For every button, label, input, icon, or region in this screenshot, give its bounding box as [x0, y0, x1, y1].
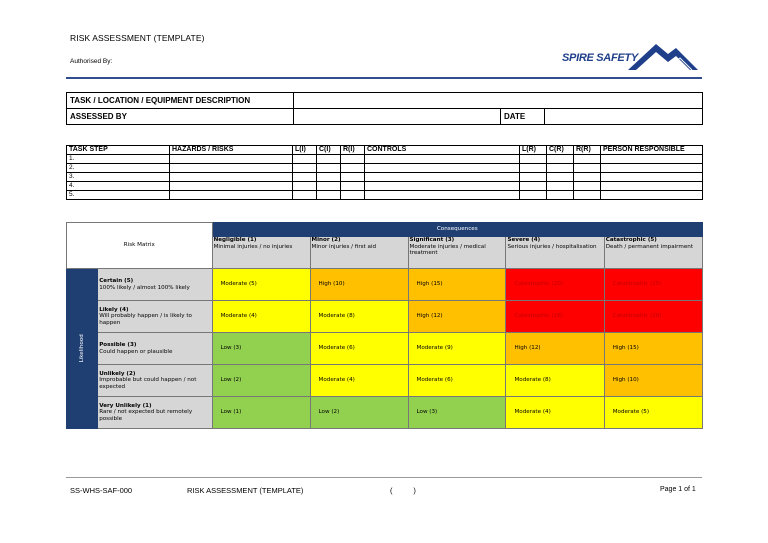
footer-title: RISK ASSESSMENT (TEMPLATE) [187, 486, 304, 495]
risk-level-cell: Catastrophic (20) [506, 269, 604, 301]
risk-matrix-label: Risk Matrix [67, 223, 213, 269]
col-cr: C(R) [547, 146, 574, 155]
step-cell[interactable] [365, 155, 520, 164]
step-cell[interactable] [341, 164, 365, 173]
step-number: 1. [67, 155, 170, 164]
step-cell[interactable] [365, 182, 520, 191]
risk-level-cell: High (12) [506, 333, 604, 365]
risk-matrix-table [66, 222, 703, 429]
risk-level-cell: High (12) [408, 301, 506, 333]
risk-level-cell: Low (1) [212, 397, 310, 429]
likelihood-row-header [98, 269, 212, 301]
footer-doc-code: SS-WHS-SAF-000 [70, 486, 133, 495]
company-logo [562, 40, 702, 72]
risk-level-cell: Moderate (4) [310, 365, 408, 397]
step-cell[interactable] [520, 155, 547, 164]
likelihood-title: Certain (5) [99, 277, 134, 284]
consequence-desc: Serious injuries / hospitalisation [507, 243, 597, 250]
assessed-by-field[interactable] [294, 109, 501, 125]
footer-page-number: Page 1 of 1 [660, 486, 696, 493]
col-ci: C(I) [317, 146, 341, 155]
step-cell[interactable] [547, 182, 574, 191]
step-number: 2. [67, 164, 170, 173]
consequence-desc: Minimal injuries / no injuries [213, 243, 293, 250]
risk-level-cell: Moderate (9) [408, 333, 506, 365]
risk-level-cell: Moderate (5) [604, 397, 702, 429]
date-label: DATE [501, 109, 545, 125]
step-cell[interactable] [547, 173, 574, 182]
consequence-title: Minor (2) [311, 237, 341, 243]
step-cell[interactable] [520, 191, 547, 200]
likelihood-desc: Could happen or plausible [99, 348, 173, 355]
risk-level-cell: Moderate (8) [310, 301, 408, 333]
step-number: 5. [67, 191, 170, 200]
col-rr: R(R) [574, 146, 601, 155]
table-row [67, 155, 703, 164]
step-cell[interactable] [601, 164, 703, 173]
likelihood-desc: 100% likely / almost 100% likely [99, 284, 190, 291]
risk-level-cell: High (10) [310, 269, 408, 301]
step-cell[interactable] [341, 191, 365, 200]
step-cell[interactable] [601, 173, 703, 182]
col-person: PERSON RESPONSIBLE [601, 146, 703, 155]
matrix-row [67, 333, 703, 365]
step-cell[interactable] [293, 173, 317, 182]
consequence-title: Significant (3) [409, 237, 455, 243]
step-cell[interactable] [365, 173, 520, 182]
consequence-column-header [408, 237, 506, 269]
consequence-desc: Minor injuries / first aid [311, 243, 377, 250]
table-row [67, 182, 703, 191]
consequence-desc: Moderate injuries / medical treatment [409, 243, 486, 257]
task-description-table [66, 92, 703, 125]
risk-level-cell: Moderate (8) [506, 365, 604, 397]
step-number: 3. [67, 173, 170, 182]
step-cell[interactable] [365, 191, 520, 200]
task-label: TASK / LOCATION / EQUIPMENT DESCRIPTION [67, 93, 294, 109]
risk-level-cell: Moderate (4) [212, 301, 310, 333]
step-cell[interactable] [520, 164, 547, 173]
footer-rule [66, 477, 702, 478]
col-task-step: TASK STEP [67, 146, 170, 155]
step-cell[interactable] [520, 173, 547, 182]
step-cell[interactable] [341, 182, 365, 191]
risk-level-cell: Moderate (6) [310, 333, 408, 365]
likelihood-desc: Improbable but could happen / not expected [99, 377, 197, 390]
matrix-row [67, 301, 703, 333]
consequence-column-header [310, 237, 408, 269]
matrix-row [67, 269, 703, 301]
table-row [67, 173, 703, 182]
step-cell[interactable] [317, 164, 341, 173]
mountain-logo-icon [628, 40, 698, 72]
likelihood-row-header [98, 365, 212, 397]
likelihood-title: Unlikely (2) [99, 370, 136, 377]
likelihood-title: Likely (4) [99, 306, 129, 313]
step-cell[interactable] [170, 164, 293, 173]
risk-level-cell: Catastrophic (20) [604, 301, 702, 333]
col-hazards: HAZARDS / RISKS [170, 146, 293, 155]
col-lr: L(R) [520, 146, 547, 155]
risk-level-cell: Low (2) [310, 397, 408, 429]
step-cell[interactable] [574, 155, 601, 164]
consequence-title: Catastrophic (5) [605, 237, 657, 243]
step-cell[interactable] [547, 155, 574, 164]
step-cell[interactable] [317, 182, 341, 191]
risk-level-cell: High (15) [604, 333, 702, 365]
step-cell[interactable] [365, 164, 520, 173]
likelihood-text: Likelihood [78, 334, 85, 363]
step-cell[interactable] [170, 182, 293, 191]
footer-revision: ( ) [390, 486, 416, 495]
risk-level-cell: Moderate (6) [408, 365, 506, 397]
risk-level-cell: Moderate (4) [506, 397, 604, 429]
risk-level-cell: High (10) [604, 365, 702, 397]
consequence-title: Severe (4) [507, 237, 541, 243]
step-cell[interactable] [574, 173, 601, 182]
likelihood-title: Very Unlikely (1) [99, 402, 152, 409]
step-cell[interactable] [341, 173, 365, 182]
consequences-header: Consequences [212, 223, 702, 237]
step-cell[interactable] [547, 164, 574, 173]
step-cell[interactable] [547, 191, 574, 200]
matrix-row [67, 365, 703, 397]
step-cell[interactable] [293, 182, 317, 191]
col-li: L(I) [293, 146, 317, 155]
consequence-column-header [506, 237, 604, 269]
step-cell[interactable] [341, 155, 365, 164]
risk-level-cell: Moderate (5) [212, 269, 310, 301]
consequence-column-header [212, 237, 310, 269]
likelihood-row-header [98, 397, 212, 429]
step-cell[interactable] [574, 182, 601, 191]
likelihood-row-header [98, 333, 212, 365]
step-cell[interactable] [317, 173, 341, 182]
matrix-row [67, 397, 703, 429]
likelihood-row-header [98, 301, 212, 333]
assessed-by-label: ASSESSED BY [67, 109, 294, 125]
risk-level-cell: Low (3) [212, 333, 310, 365]
task-field[interactable] [294, 93, 703, 109]
step-cell[interactable] [293, 164, 317, 173]
step-cell[interactable] [293, 155, 317, 164]
likelihood-label [67, 269, 98, 429]
likelihood-desc: Will probably happen / is likely to happen [99, 313, 192, 326]
likelihood-title: Possible (3) [99, 341, 137, 348]
authorised-by-label: Authorised By: [70, 58, 113, 65]
step-cell[interactable] [170, 191, 293, 200]
step-cell[interactable] [574, 164, 601, 173]
step-cell[interactable] [293, 191, 317, 200]
risk-level-cell: Catastrophic (25) [604, 269, 702, 301]
steps-header-row [67, 146, 703, 155]
step-cell[interactable] [170, 173, 293, 182]
consequence-column-header [604, 237, 702, 269]
risk-level-cell: High (15) [408, 269, 506, 301]
risk-level-cell: Catastrophic (16) [506, 301, 604, 333]
step-cell[interactable] [317, 155, 341, 164]
risk-level-cell: Low (2) [212, 365, 310, 397]
step-cell[interactable] [520, 182, 547, 191]
table-row [67, 191, 703, 200]
step-cell[interactable] [574, 191, 601, 200]
risk-level-cell: Low (3) [408, 397, 506, 429]
step-cell[interactable] [601, 155, 703, 164]
likelihood-desc: Rare / not expected but remotely possible [99, 409, 193, 422]
date-field[interactable] [545, 109, 703, 125]
col-controls: CONTROLS [365, 146, 520, 155]
consequence-desc: Death / permanent impairment [605, 243, 694, 250]
table-row [67, 164, 703, 173]
col-ri: R(I) [341, 146, 365, 155]
step-cell[interactable] [601, 182, 703, 191]
logo-text: SPIRE SAFETY [562, 52, 638, 64]
consequence-title: Negligible (1) [213, 237, 257, 243]
step-number: 4. [67, 182, 170, 191]
header-rule [66, 77, 702, 79]
step-cell[interactable] [601, 191, 703, 200]
step-cell[interactable] [317, 191, 341, 200]
step-cell[interactable] [170, 155, 293, 164]
document-title: RISK ASSESSMENT (TEMPLATE) [70, 33, 205, 43]
task-steps-table [66, 145, 703, 200]
